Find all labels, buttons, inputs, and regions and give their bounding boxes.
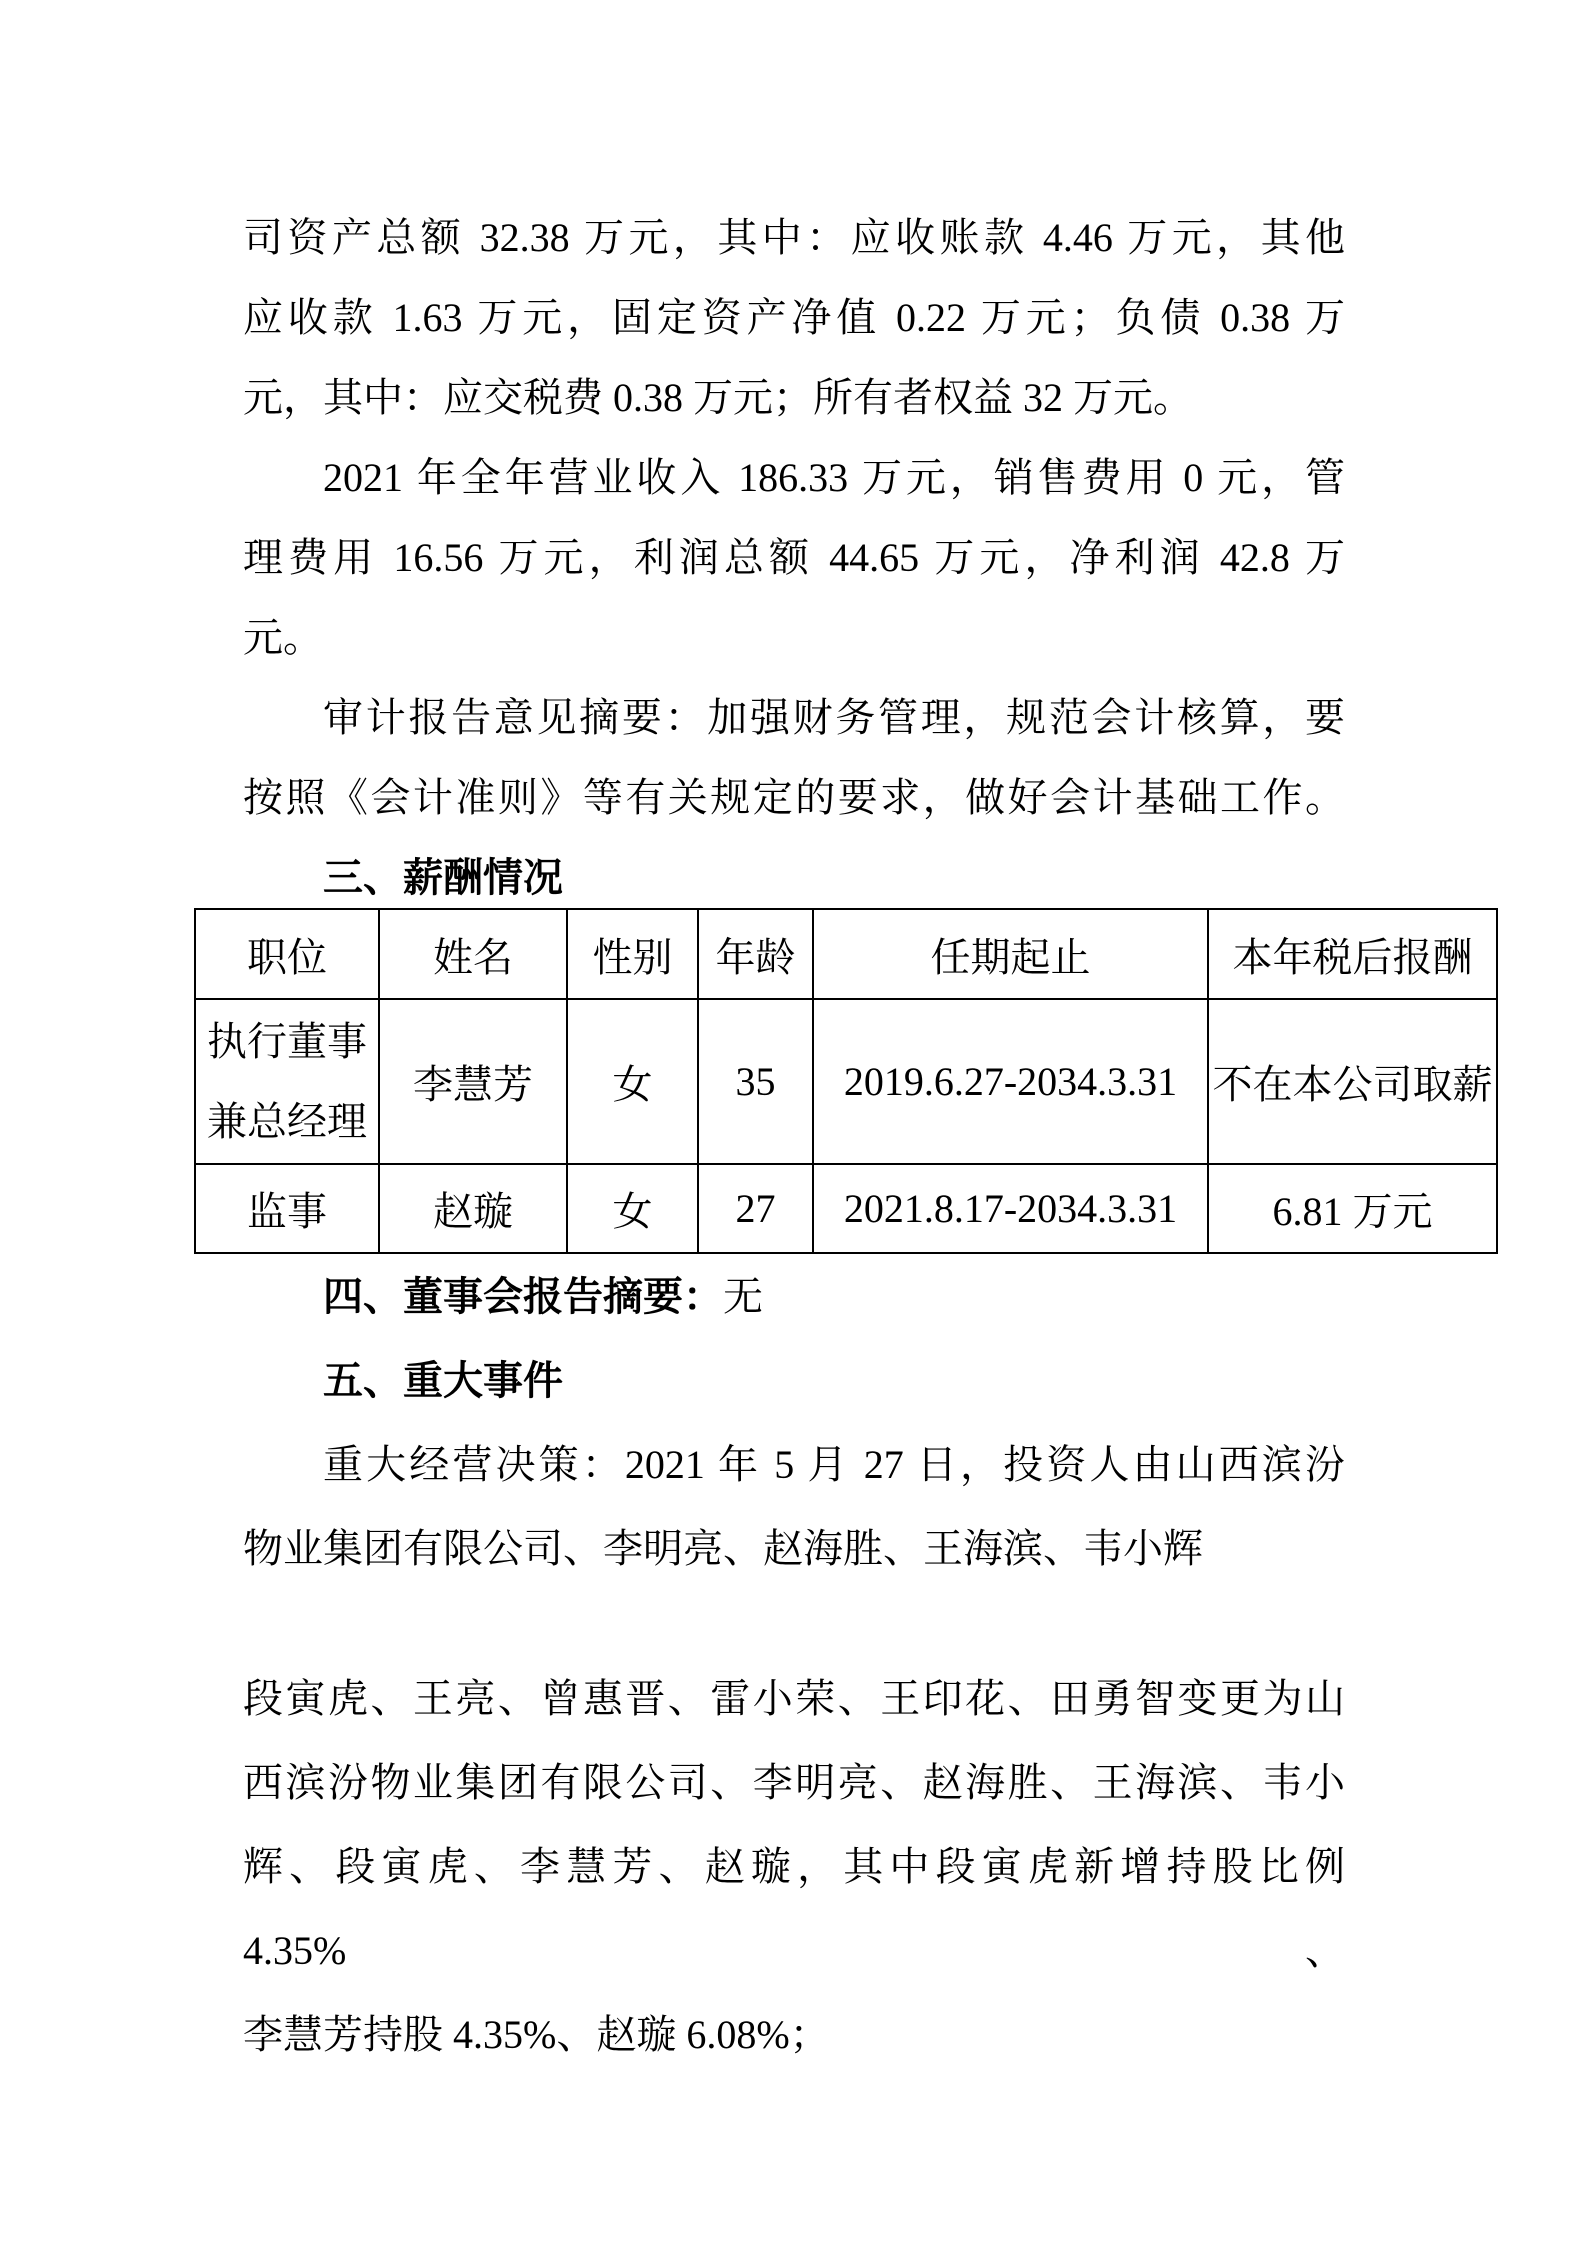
- cell-name: 赵璇: [379, 1164, 567, 1253]
- cell-name: 李慧芳: [379, 999, 567, 1164]
- col-header-gender: 性别: [567, 909, 698, 999]
- cell-age: 35: [698, 999, 813, 1164]
- text-line: 理费用 16.56 万元，利润总额 44.65 万元，净利润 42.8 万: [243, 535, 1345, 580]
- section-heading-board-report: [243, 1255, 1345, 1339]
- section-heading-major-events: 五、重大事件: [323, 1359, 563, 1403]
- table-header-row: [195, 909, 1497, 999]
- col-header-term: 任期起止: [813, 909, 1208, 999]
- text-line: 元。: [243, 615, 323, 660]
- position-line: 兼总经理: [207, 1098, 367, 1144]
- cell-gender: 女: [567, 999, 698, 1164]
- position-line: 监事: [247, 1189, 327, 1234]
- cell-position: [195, 999, 379, 1164]
- text-line: 物业集团有限公司、李明亮、赵海胜、王海滨、韦小辉: [243, 1526, 1203, 1571]
- text-line: 西滨汾物业集团有限公司、李明亮、赵海胜、王海滨、韦小: [243, 1760, 1345, 1805]
- position-line: 执行董事: [207, 1018, 367, 1064]
- cell-pay: 6.81 万元: [1208, 1164, 1497, 1253]
- table-row: [195, 1164, 1497, 1253]
- text-line: 审计报告意见摘要：加强财务管理，规范会计核算，要: [323, 695, 1345, 740]
- cell-age: 27: [698, 1164, 813, 1253]
- upper-text-block: [243, 198, 1345, 918]
- cell-gender: 女: [567, 1164, 698, 1253]
- text-line: 元，其中：应交税费 0.38 万元；所有者权益 32 万元。: [243, 375, 1193, 420]
- col-header-name: 姓名: [379, 909, 567, 999]
- text-line: 应收款 1.63 万元，固定资产净值 0.22 万元；负债 0.38 万: [243, 295, 1345, 340]
- cell-pay: 不在本公司取薪: [1208, 999, 1497, 1164]
- text-line: 重大经营决策：2021 年 5 月 27 日，投资人由山西滨汾: [323, 1442, 1345, 1487]
- section-heading-value: 无: [723, 1274, 763, 1319]
- text-line: 司资产总额 32.38 万元，其中：应收账款 4.46 万元，其他: [243, 215, 1345, 260]
- col-header-position: 职位: [195, 909, 379, 999]
- text-line: 2021 年全年营业收入 186.33 万元，销售费用 0 元，管: [323, 455, 1345, 500]
- page-break-gap: [243, 1591, 1345, 1657]
- text-line: 按照《会计准则》等有关规定的要求，做好会计基础工作。: [243, 775, 1345, 820]
- salary-table: [194, 908, 1498, 1254]
- text-line: 辉、段寅虎、李慧芳、赵璇，其中段寅虎新增持股比例 4.35%、: [243, 1844, 1345, 1973]
- section-heading-label: 四、董事会报告摘要：: [323, 1275, 723, 1319]
- cell-term: 2019.6.27-2034.3.31: [813, 999, 1208, 1164]
- cell-position: [195, 1164, 379, 1253]
- col-header-pay: 本年税后报酬: [1208, 909, 1497, 999]
- text-line: 李慧芳持股 4.35%、赵璇 6.08%；: [243, 2012, 830, 2057]
- table-row: [195, 999, 1497, 1164]
- cell-term: 2021.8.17-2034.3.31: [813, 1164, 1208, 1253]
- col-header-age: 年龄: [698, 909, 813, 999]
- lower-text-block: [243, 1255, 1345, 2077]
- text-line: 段寅虎、王亮、曾惠晋、雷小荣、王印花、田勇智变更为山: [243, 1676, 1345, 1721]
- section-heading-salary: 三、薪酬情况: [323, 856, 563, 900]
